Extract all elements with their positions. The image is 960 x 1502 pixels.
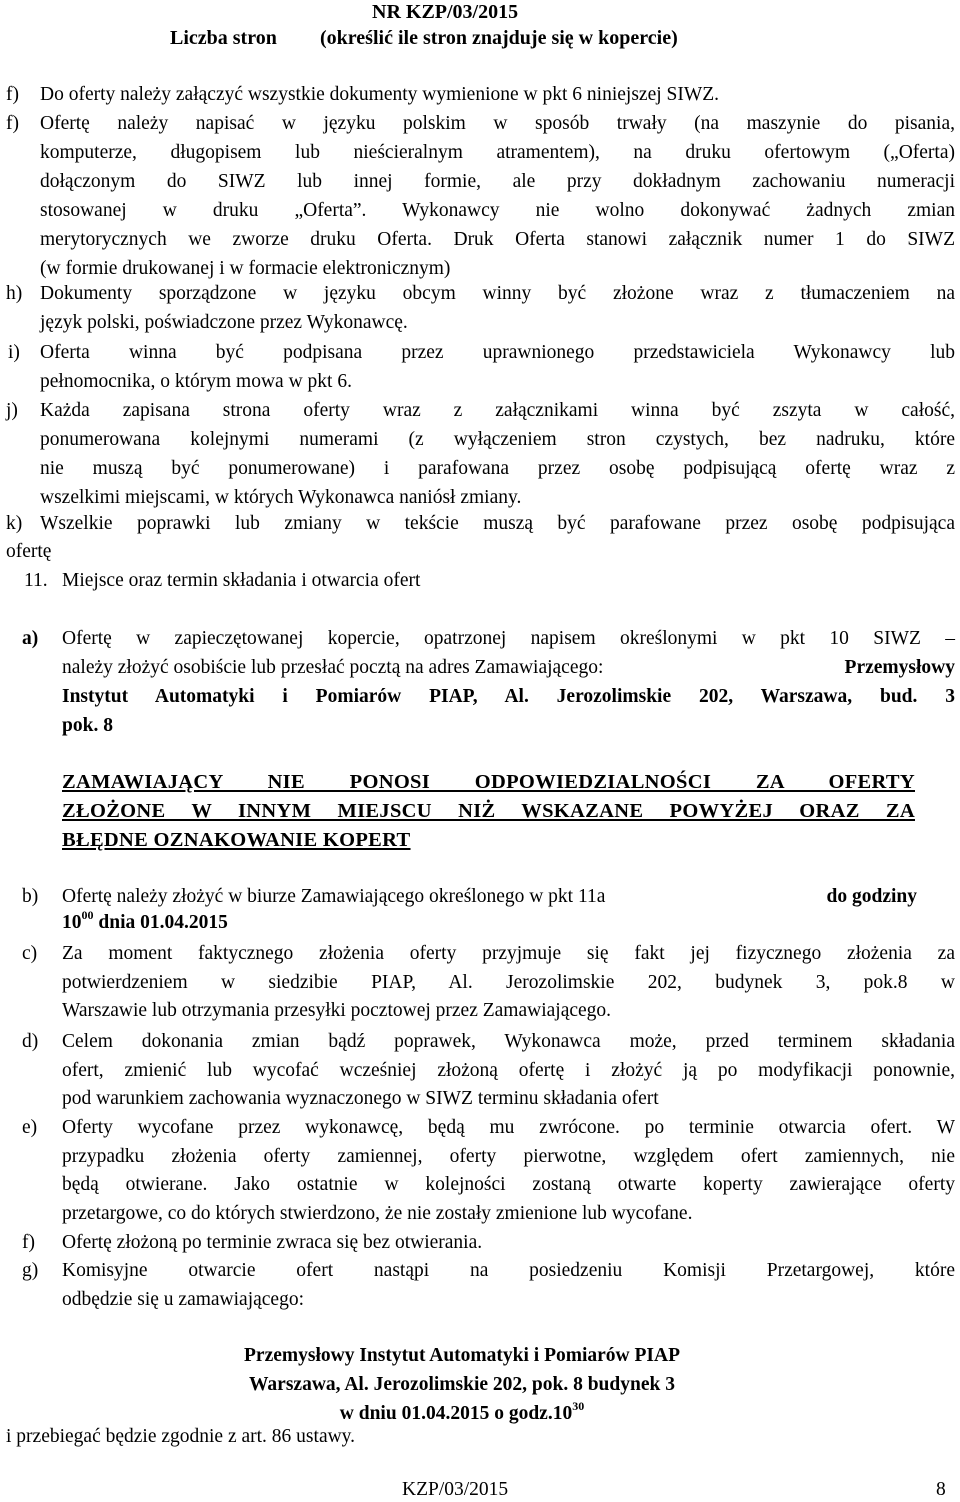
page-count-label: Liczba stron bbox=[170, 27, 277, 49]
items_bottom-line: będą otwierane. Jako ostatnie w kolejności zostaną otwarte koperty zawierające oferty bbox=[62, 1174, 955, 1195]
item-a-line-2 bbox=[62, 656, 955, 680]
items_bottom-line: Za moment faktycznego złożenia oferty przyjmuje się fakt jej fizycznego złożenia za bbox=[62, 943, 955, 964]
items_bottom-line: przetargowe, co do których stwierdzono, że nie zostały zmienione lub wycofane. bbox=[62, 1202, 693, 1224]
items_top-line: Do oferty należy załączyć wszystkie dokumenty wymienione w pkt 6 niniejszej SIWZ. bbox=[40, 84, 720, 105]
items_bottom-line: Celem dokonania zmian bądź poprawek, Wykonawca może, przed terminem składania bbox=[62, 1031, 955, 1052]
items_bottom-line: pod warunkiem zachowania wyznaczonego w SIWZ terminu składania ofert bbox=[62, 1088, 659, 1109]
footer-code: KZP/03/2015 bbox=[402, 1479, 509, 1500]
items_top-line: stosowanej w druku „Oferta”. Wykonawcy nie wolno dokonywać żadnych zmian bbox=[40, 200, 955, 221]
items_top-letter: i) bbox=[8, 342, 20, 363]
items_bottom-letter: g) bbox=[22, 1260, 39, 1281]
item-b-date: dnia 01.04.2015 bbox=[98, 912, 228, 933]
item-a-company: Przemysłowy bbox=[844, 657, 955, 678]
items_top-letter: j) bbox=[6, 400, 18, 421]
item-b-deadline bbox=[62, 907, 228, 935]
items_top-line: Oferta winna być podpisana przez uprawnionego przedstawiciela Wykonawcy lub bbox=[40, 342, 955, 363]
items_bottom-letter: c) bbox=[22, 943, 38, 964]
item-b-minutes: 00 bbox=[81, 907, 94, 922]
item-b-text: Ofertę należy złożyć w biurze Zamawiającego określonego w pkt 11a bbox=[62, 886, 606, 907]
items_top-line: Każda zapisana strona oferty wraz z załącznikami winna być zszyta w całość, bbox=[40, 400, 955, 421]
items_bottom-line: Komisyjne otwarcie ofert nastąpi na posiedzeniu Komisji Przetargowej, które bbox=[62, 1260, 955, 1281]
item-a-line-1: Ofertę w zapieczętowanej kopercie, opatrzonej napisem określonymi w pkt 10 SIWZ – bbox=[62, 628, 955, 649]
items_top-line: język polski, poświadczone przez Wykonawcę. bbox=[40, 312, 408, 333]
items_top-line: Ofertę należy napisać w języku polskim w sposób trwały (na maszynie do pisania, bbox=[40, 113, 955, 134]
item-b-letter: b) bbox=[22, 886, 39, 907]
item-k-tail: ofertę bbox=[6, 541, 52, 562]
item-a-address: Instytut Automatyki i Pomiarów PIAP, Al. Jerozolimskie 202, Warszawa, bud. 3 bbox=[62, 686, 955, 707]
items_bottom-letter: d) bbox=[22, 1031, 39, 1052]
venue-line-3 bbox=[0, 1398, 924, 1426]
items_bottom-letter: e) bbox=[22, 1117, 38, 1138]
items_top-line: wszelkimi miejscami, w których Wykonawca naniósł zmiany. bbox=[40, 487, 522, 508]
items_bottom-line: Oferty wycofane przez wykonawcę, będą mu zwrócone. po terminie otwarcia ofert. W bbox=[62, 1117, 955, 1138]
items_top-line: komputerze, długopisem lub nieścieralnym atramentem), na druku ofertowym („Oferta) bbox=[40, 142, 955, 163]
closing-text: i przebiegać będzie zgodnie z art. 86 ustawy. bbox=[6, 1426, 356, 1447]
item-a-letter: a) bbox=[22, 628, 39, 649]
item-a-line-2-text: należy złożyć osobiście lub przesłać pocztą na adres Zamawiającego: bbox=[62, 657, 604, 678]
items_top-line: pełnomocnika, o którym mowa w pkt 6. bbox=[40, 371, 352, 392]
items_bottom-line: potwierdzeniem w siedzibie PIAP, Al. Jerozolimskie 202, budynek 3, pok.8 w bbox=[62, 971, 955, 993]
item-b-hour: 10 bbox=[62, 912, 82, 933]
item-b-line-1 bbox=[62, 885, 917, 909]
footer-page-number: 8 bbox=[936, 1479, 946, 1500]
item-b-deadline-label: do godziny bbox=[826, 886, 917, 907]
items_bottom-line: przypadku złożenia oferty zamiennej, oferty pierwotne, względem ofert zamiennych, nie bbox=[62, 1145, 955, 1167]
items_bottom-line: odbędzie się u zamawiającego: bbox=[62, 1288, 305, 1310]
section-title: Miejsce oraz termin składania i otwarcia ofert bbox=[62, 570, 421, 591]
items_top-line: nie muszą być ponumerowane) i parafowana przez osobę podpisującą ofertę wraz z bbox=[40, 458, 955, 479]
items_bottom-line: Warszawie lub otrzymania przesyłki pocztowej przez Zamawiającego. bbox=[62, 1000, 612, 1021]
document-number: NR KZP/03/2015 bbox=[372, 1, 519, 23]
venue-minutes: 30 bbox=[572, 1398, 585, 1413]
warning-line-3: BŁĘDNE OZNAKOWANIE KOPERT bbox=[62, 829, 411, 851]
items_top-line: Wszelkie poprawki lub zmiany w tekście muszą być parafowane przez osobę podpisująca bbox=[40, 513, 955, 534]
items_top-line: merytorycznych we zworze druku Oferta. Druk Oferta stanowi załącznik numer 1 do SIWZ bbox=[40, 229, 955, 250]
page-count-note: (określić ile stron znajduje się w kopercie) bbox=[320, 27, 678, 49]
items_bottom-letter: f) bbox=[22, 1232, 35, 1253]
items_top-line: ponumerowana kolejnymi numerami (z wyłączeniem stron czystych, bez nadruku, które bbox=[40, 429, 955, 450]
items_bottom-line: ofert, zmienić lub wycofać wcześniej złożoną ofertę i złożyć ją po modyfikacji ponownie, bbox=[62, 1059, 955, 1081]
items_top-letter: f) bbox=[6, 84, 19, 105]
items_top-letter: k) bbox=[6, 513, 23, 534]
section-number: 11. bbox=[24, 570, 48, 591]
item-a-room: pok. 8 bbox=[62, 715, 113, 736]
venue-date: w dniu 01.04.2015 o godz.10 bbox=[339, 1403, 573, 1424]
items_bottom-line: Ofertę złożoną po terminie zwraca się bez otwierania. bbox=[62, 1232, 483, 1253]
warning-line-2: ZŁOŻONE W INNYM MIEJSCU NIŻ WSKAZANE POWYŻEJ ORAZ ZA bbox=[62, 800, 915, 822]
items_top-letter: h) bbox=[6, 283, 23, 304]
warning-line-1: ZAMAWIAJĄCY NIE PONOSI ODPOWIEDZIALNOŚCI ZA OFERTY bbox=[62, 771, 915, 793]
venue-line-1: Przemysłowy Instytut Automatyki i Pomiarów PIAP bbox=[244, 1345, 680, 1366]
items_top-line: (w formie drukowanej i w formacie elektronicznym) bbox=[40, 258, 451, 279]
items_top-letter: f) bbox=[6, 113, 19, 134]
venue-line-2: Warszawa, Al. Jerozolimskie 202, pok. 8 budynek 3 bbox=[249, 1374, 675, 1395]
items_top-line: dołączonym do SIWZ lub innej formie, ale przy dokładnym zachowaniu numeracji bbox=[40, 171, 955, 192]
items_top-line: Dokumenty sporządzone w języku obcym winny być złożone wraz z tłumaczeniem na bbox=[40, 283, 955, 304]
